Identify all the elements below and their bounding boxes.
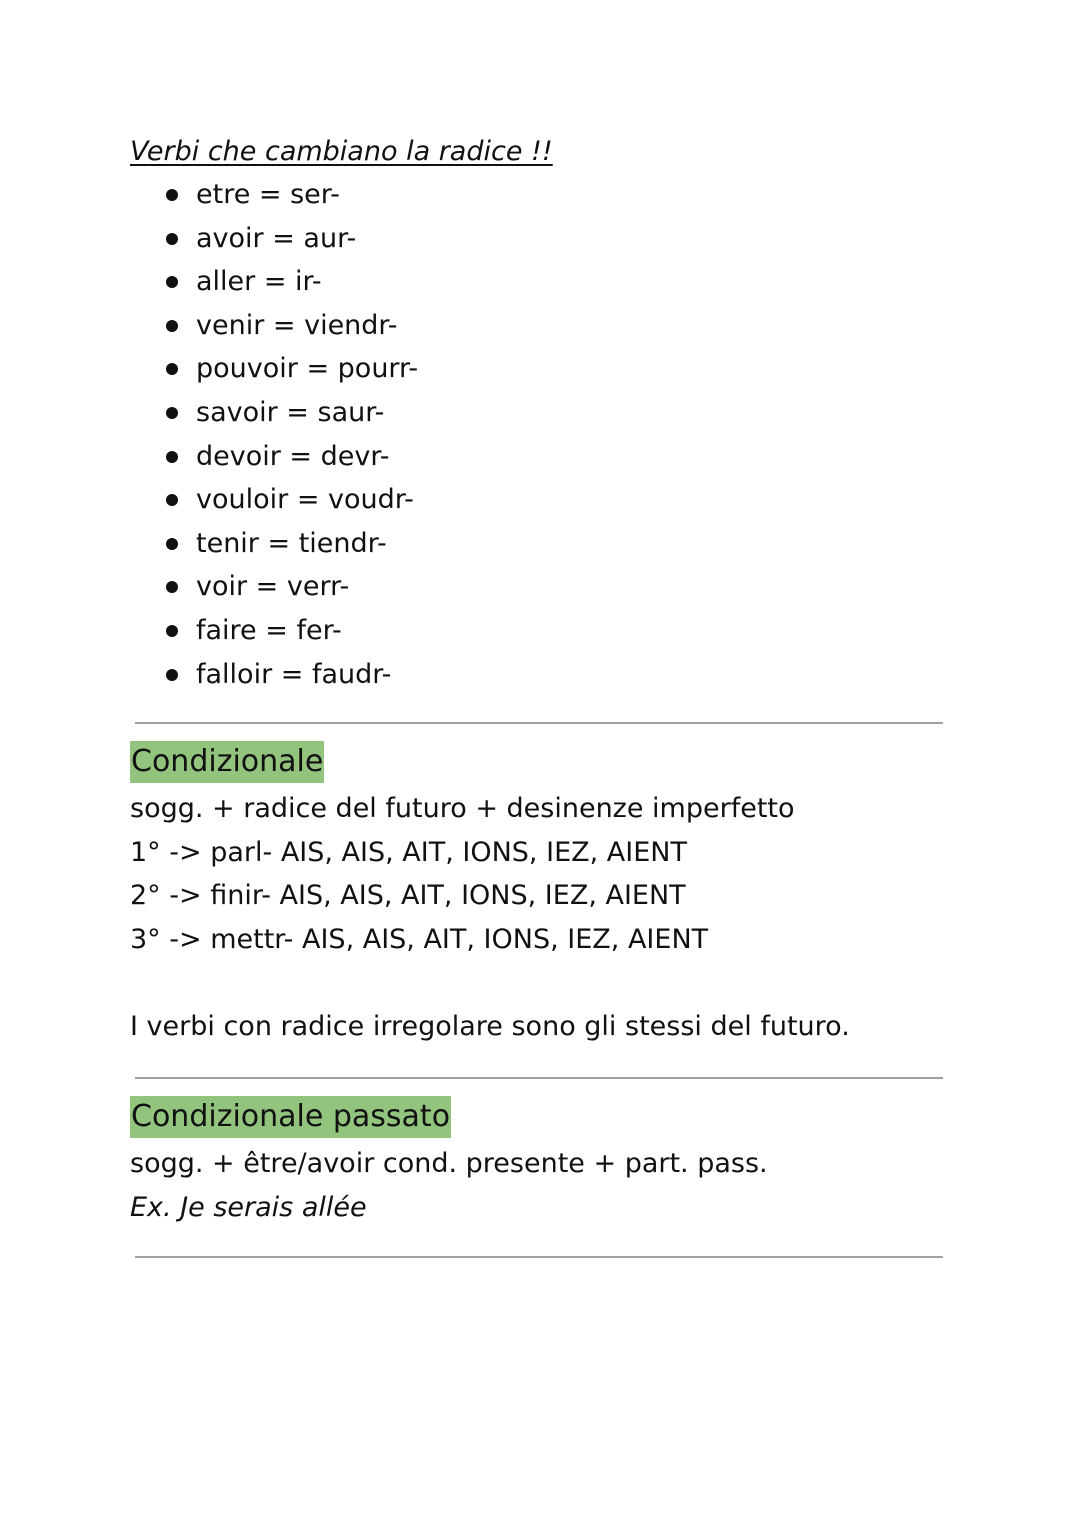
conjugation-third-group: 3° -> mettr- AIS, AIS, AIT, IONS, IEZ, AIENT: [130, 924, 709, 955]
list-item: [166, 613, 418, 657]
list-item: [166, 221, 418, 265]
condizionale-passato-example: Ex. Je serais allée: [130, 1192, 367, 1223]
list-item: [166, 351, 418, 395]
list-item: [166, 177, 418, 221]
bullet-icon: [166, 451, 178, 463]
condizionale-passato-rule: sogg. + être/avoir cond. presente + part. pass.: [130, 1148, 768, 1179]
verb-root: pouvoir = pourr-: [196, 353, 419, 385]
list-item: [166, 526, 418, 570]
verb-root: tenir = tiendr-: [196, 527, 387, 559]
bullet-icon: [166, 538, 178, 550]
condizionale-title: Condizionale: [130, 741, 324, 783]
list-item: [166, 439, 418, 483]
bullet-icon: [166, 407, 178, 419]
list-item: [166, 395, 418, 439]
verb-root: voir = verr-: [196, 571, 350, 603]
irregular-verb-list: [166, 177, 418, 700]
verb-root: venir = viendr-: [196, 309, 398, 341]
verb-root: etre = ser-: [196, 179, 340, 210]
bullet-icon: [166, 625, 178, 637]
verb-root: falloir = faudr-: [196, 658, 392, 690]
condizionale-note: I verbi con radice irregolare sono gli stessi del futuro.: [130, 1011, 850, 1042]
list-item: [166, 569, 418, 613]
section-divider: [135, 1077, 943, 1079]
section-divider: [135, 722, 943, 724]
bullet-icon: [166, 189, 178, 201]
section-divider: [135, 1256, 943, 1258]
bullet-icon: [166, 276, 178, 288]
list-item: [166, 657, 418, 701]
condizionale-rule: sogg. + radice del futuro + desinenze imperfetto: [130, 793, 795, 824]
list-item: [166, 308, 418, 352]
conjugation-second-group: 2° -> finir- AIS, AIS, AIT, IONS, IEZ, AIENT: [130, 880, 686, 911]
irregular-roots-heading: Verbi che cambiano la radice !!: [130, 136, 553, 167]
verb-root: avoir = aur-: [196, 222, 357, 254]
conjugation-first-group: 1° -> parl- AIS, AIS, AIT, IONS, IEZ, AIENT: [130, 837, 687, 868]
verb-root: savoir = saur-: [196, 396, 385, 428]
verb-root: aller = ir-: [196, 266, 322, 298]
verb-root: faire = fer-: [196, 614, 342, 646]
verb-root: vouloir = voudr-: [196, 484, 414, 516]
list-item: [166, 264, 418, 308]
list-item: [166, 482, 418, 526]
bullet-icon: [166, 363, 178, 375]
bullet-icon: [166, 233, 178, 245]
bullet-icon: [166, 320, 178, 332]
verb-root: devoir = devr-: [196, 440, 390, 472]
condizionale-passato-title: Condizionale passato: [130, 1096, 451, 1138]
bullet-icon: [166, 581, 178, 593]
bullet-icon: [166, 494, 178, 506]
bullet-icon: [166, 669, 178, 681]
